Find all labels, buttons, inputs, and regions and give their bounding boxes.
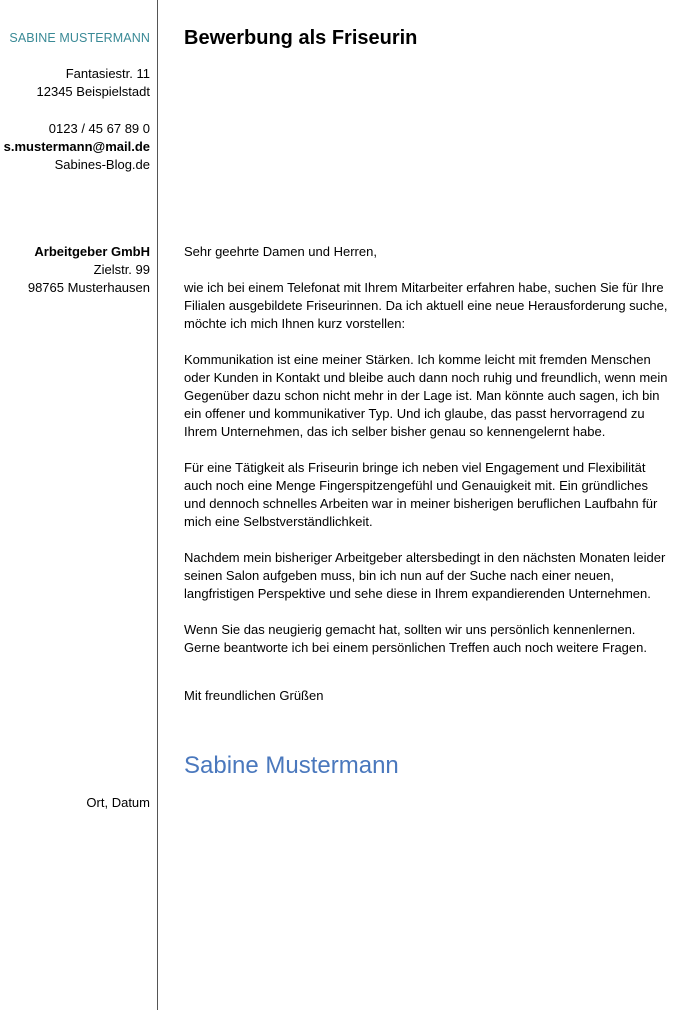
sender-phone: 0123 / 45 67 89 0 [48,121,150,136]
recipient-street: Zielstr. 99 [93,262,150,277]
sender-website: Sabines-Blog.de [54,157,150,172]
paragraph: Nachdem mein bisheriger Arbeitgeber altersbedingt in den nächsten Monaten leider seinen Salon aufgeben muss, bin ich nun auf der Suche nach einer neuen, langfristigen Perspektive und sehe diese in Ihrem expandierenden Unternehmen. [184,550,666,601]
sender-city: 12345 Beispielstadt [36,84,150,99]
sender-email: s.mustermann@mail.de [3,139,150,154]
closing: Mit freundlichen Grüßen [184,688,324,703]
paragraph: Kommunikation ist eine meiner Stärken. Ich komme leicht mit fremden Menschen oder Kunden in Kontakt und bleibe auch dann noch ruhig und freundlich, wenn mein Gegenüber dazu schon nicht mehr in der Lage ist. Man könnte auch sagen, ich bin ein offener und kommunikativer Typ. Und ich glaube, das passt hervorragend zu Ihrem Unternehmen, das ich selber bisher genau so kennengelernt habe. [184,352,668,439]
vertical-divider [157,0,158,1010]
recipient-address [28,243,150,297]
salutation: Sehr geehrte Damen und Herren, [184,244,377,259]
signature: Sabine Mustermann [184,752,399,779]
letter-body [184,243,670,723]
sender-street: Fantasiestr. 11 [65,66,150,81]
sender-address [37,65,150,101]
paragraph: wie ich bei einem Telefonat mit Ihrem Mitarbeiter erfahren habe, suchen Sie für Ihre Filialen ausgebildete Friseurinnen. Da ich aktuell eine neue Herausforderung suche, möchte ich mich Ihnen kurz vorstellen: [184,280,668,331]
recipient-city: 98765 Musterhausen [27,280,150,295]
paragraph: Wenn Sie das neugierig gemacht hat, sollten wir uns persönlich kennenlernen. Gerne beantworte ich bei einem persönlichen Treffen auch noch weitere Fragen. [184,622,647,655]
paragraph: Für eine Tätigkeit als Friseurin bringe ich neben viel Engagement und Flexibilität auch noch eine Menge Fingerspitzengefühl und Genauigkeit mit. Ein gründliches und dennoch schnelles Arbeiten war in meiner bisherigen beruflichen Laufbahn für mich eine Selbstverständlichkeit. [184,460,658,529]
sender-name: SABINE MUSTERMANN [9,31,150,45]
sender-contact [4,120,150,174]
letter-title: Bewerbung als Friseurin [184,27,418,49]
place-date: Ort, Datum [86,795,150,810]
recipient-company: Arbeitgeber GmbH [34,244,150,259]
